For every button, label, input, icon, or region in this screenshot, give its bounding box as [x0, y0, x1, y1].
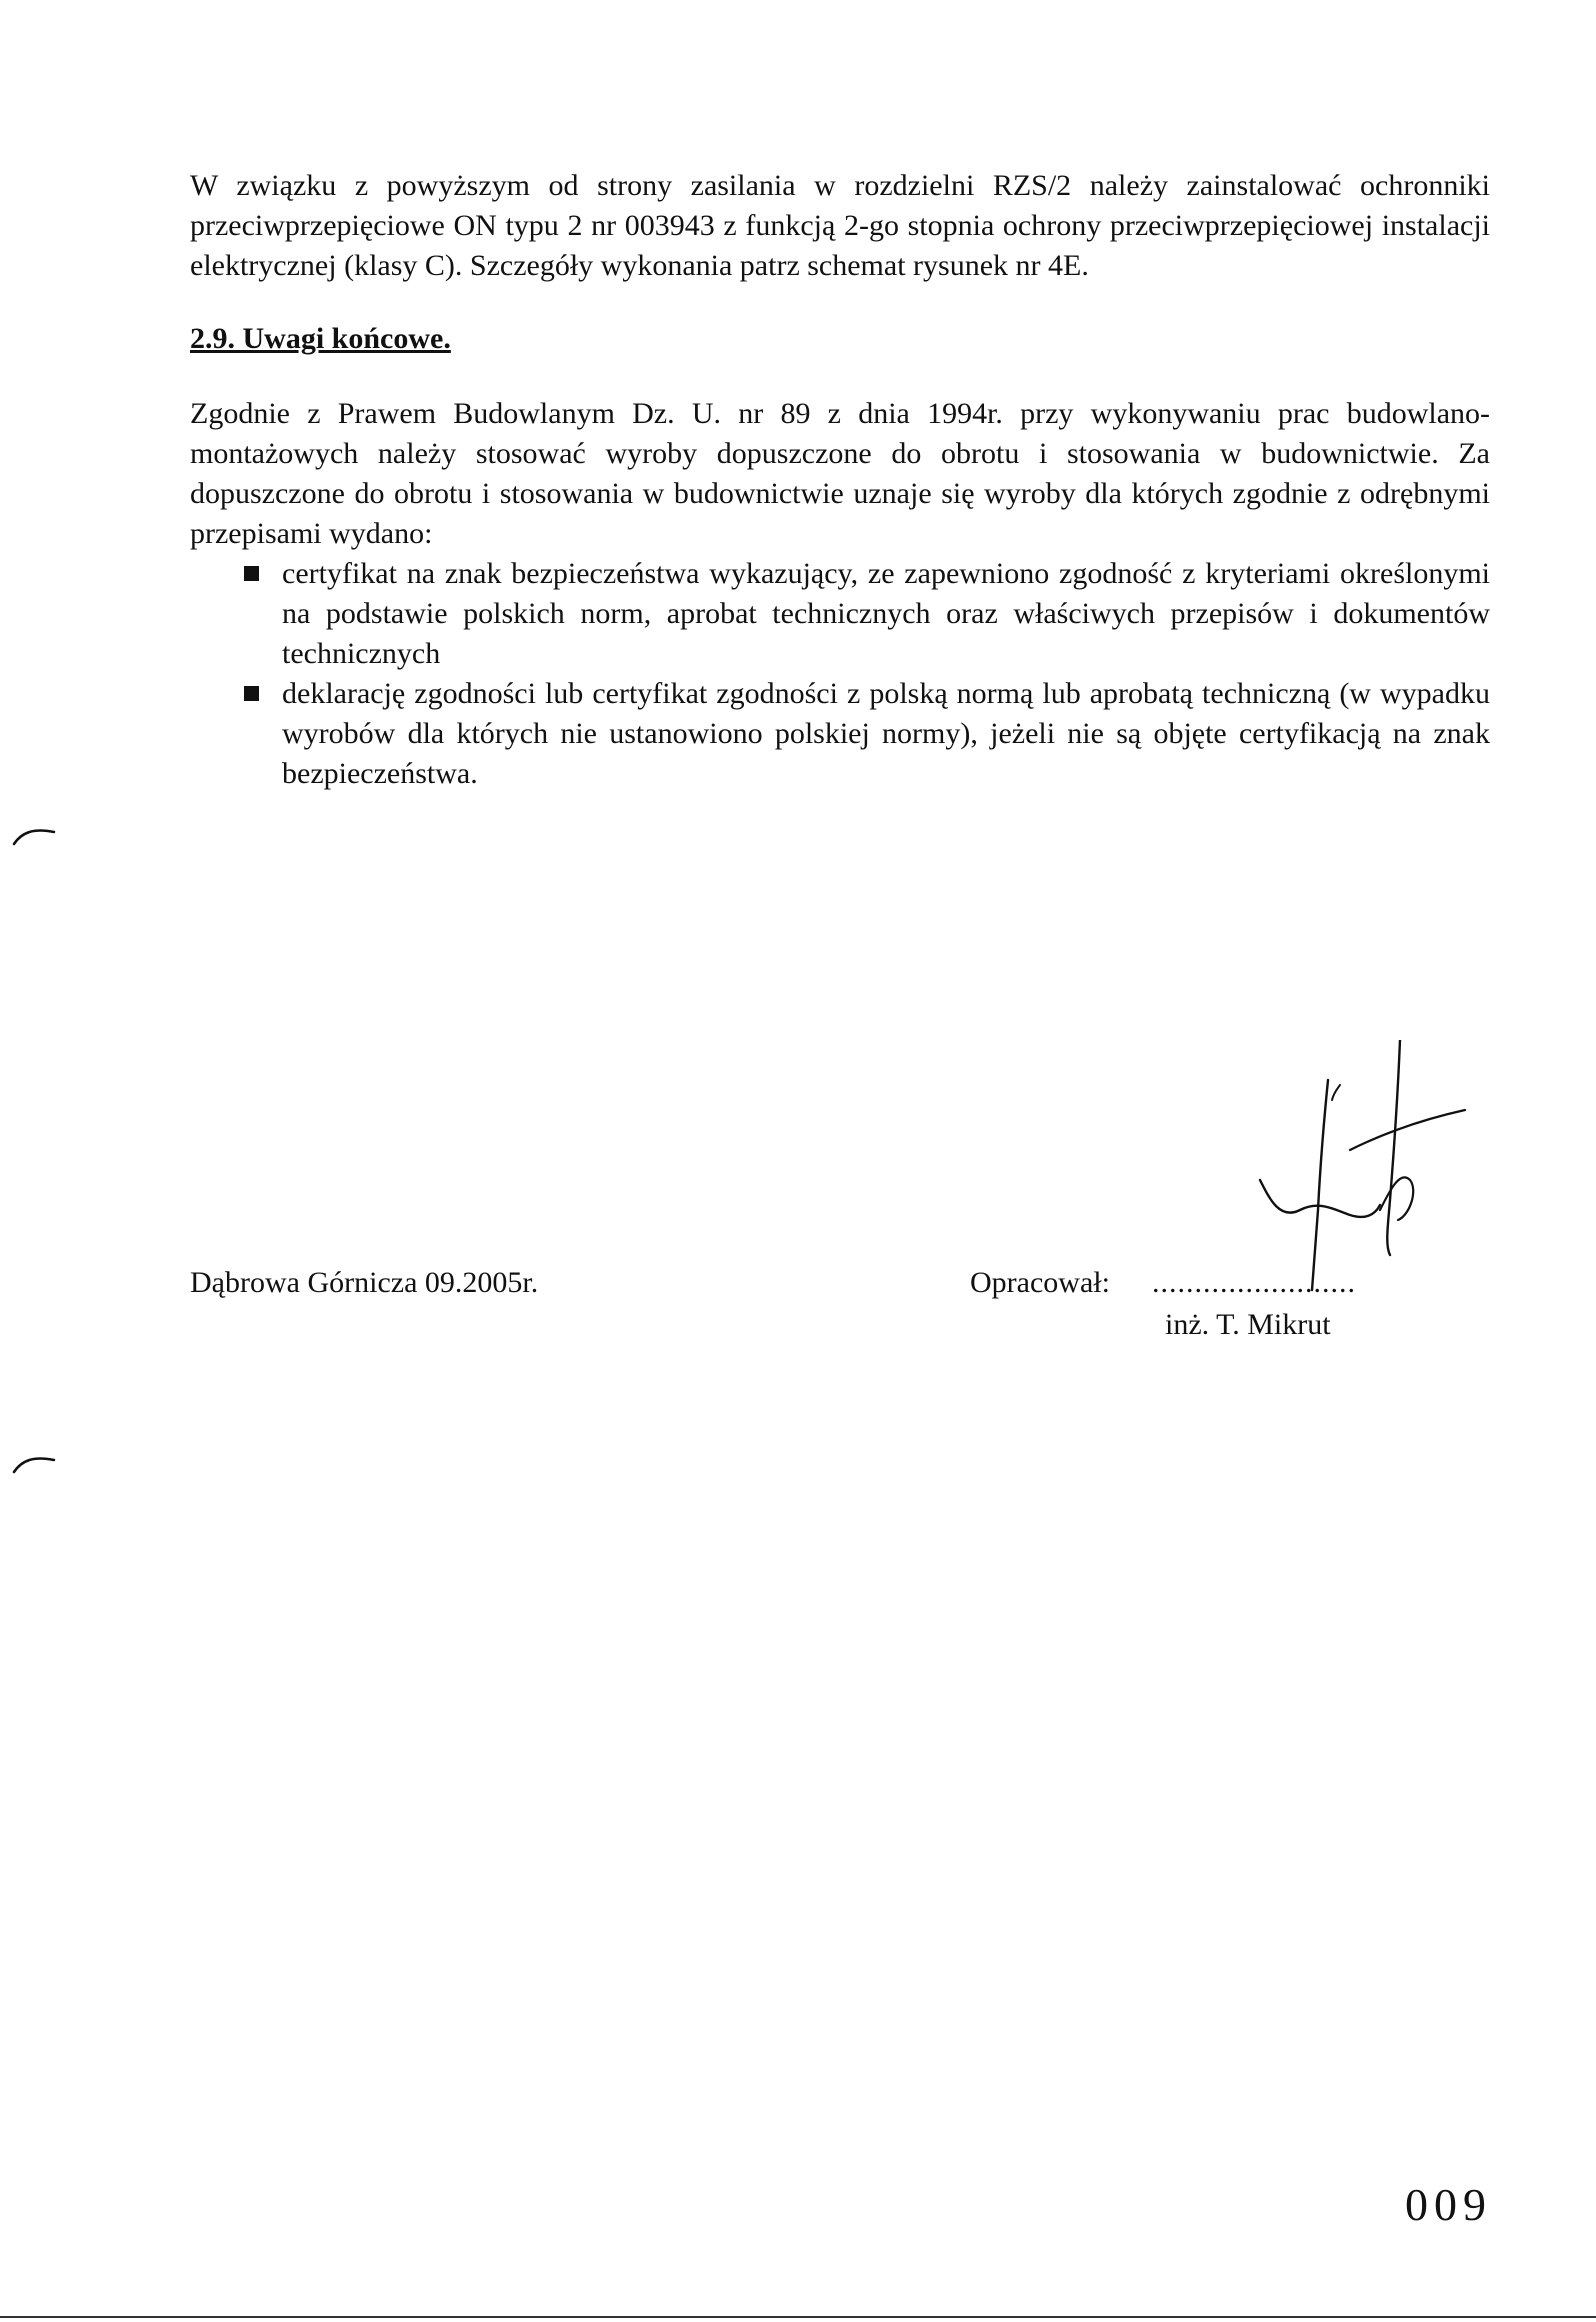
prepared-by-label: Opracował:	[970, 1266, 1110, 1299]
scan-bottom-edge	[0, 2316, 1596, 2318]
list-item-text: deklarację zgodności lub certyfikat zgodności z polską normą lub aprobatą techniczną (w wypadku wyrobów dla których nie ustanowiono polskiej normy), jeżeli nie są objęte certyfikacją na znak bezpieczeństwa.	[282, 677, 1490, 790]
author-name: inż. T. Mikrut	[1165, 1308, 1331, 1341]
scan-artifact-mark	[10, 818, 60, 848]
square-bullet-icon	[244, 686, 259, 701]
square-bullet-icon	[244, 566, 259, 581]
paragraph-surge-protection: W związku z powyższym od strony zasilania w rozdzielni RZS/2 należy zainstalować ochronniki przeciwprzepięciowe ON typu 2 nr 003943 z funkcją 2-go stopnia ochrony przeciwprzepięciowej instalacji elektrycznej (klasy C). Szczegóły wykonania patrz schemat rysunek nr 4E.	[190, 169, 1490, 282]
list-item	[190, 674, 1490, 794]
section-heading: 2.9. Uwagi końcowe.	[190, 322, 451, 355]
place-and-date: Dąbrowa Górnicza 09.2005r.	[190, 1266, 539, 1299]
paragraph-building-law: Zgodnie z Prawem Budowlanym Dz. U. nr 89 z dnia 1994r. przy wykonywaniu prac budowlano-montażowych należy stosować wyroby dopuszczone do obrotu i stosowania w budownictwie. Za dopuszczone do obrotu i stosowania w budownictwie uznaje się wyroby dla których zgodnie z odrębnymi przepisami wydano:	[190, 397, 1490, 550]
scan-artifact-mark	[10, 1446, 60, 1476]
signature-line: ........................	[1152, 1266, 1356, 1299]
requirements-list	[190, 554, 1490, 794]
page-number: 009	[1405, 2179, 1492, 2230]
handwritten-signature	[1240, 1040, 1470, 1300]
list-item	[190, 554, 1490, 674]
list-item-text: certyfikat na znak bezpieczeństwa wykazujący, ze zapewniono zgodność z kryteriami określonymi na podstawie polskich norm, aprobat technicznych oraz właściwych przepisów i dokumentów technicznych	[282, 557, 1490, 670]
